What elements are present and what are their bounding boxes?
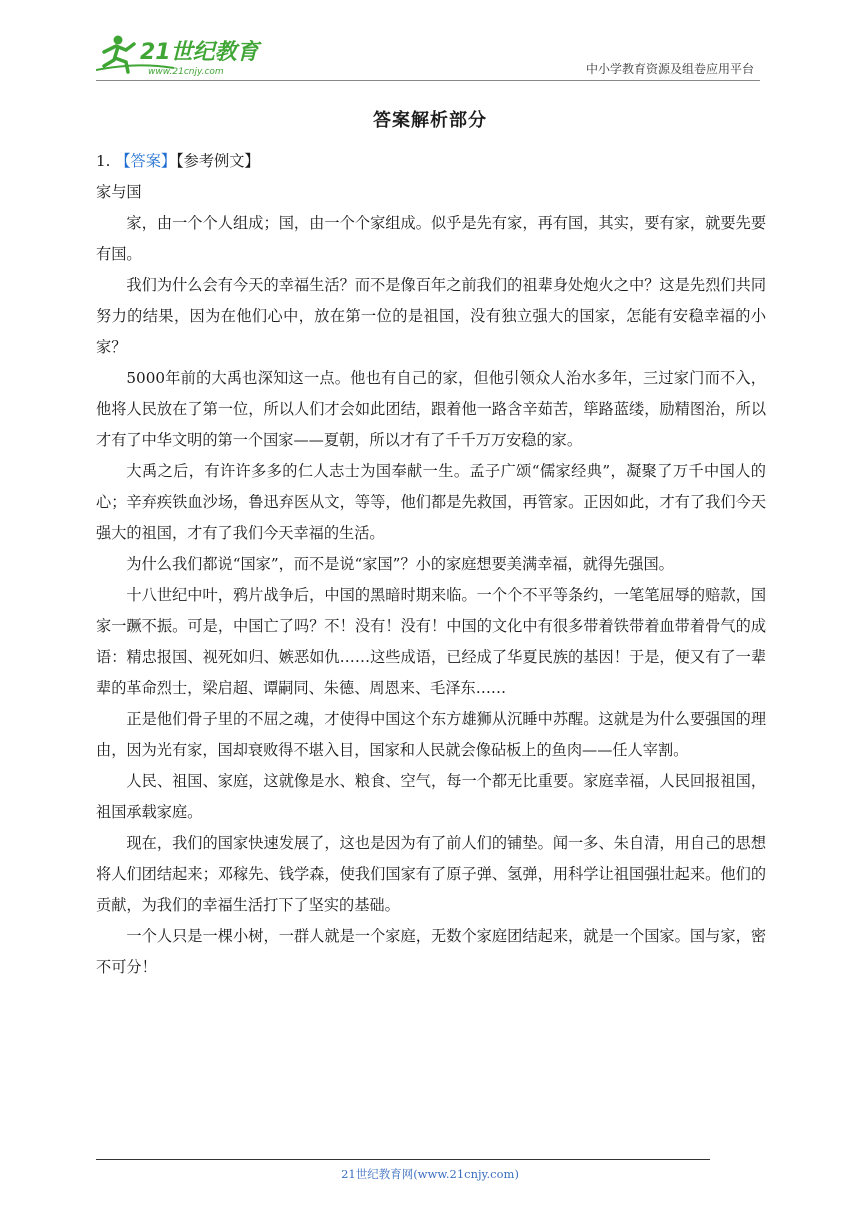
essay-paragraph: 5000年前的大禹也深知这一点。他也有自己的家，但他引领众人治水多年，三过家门而不入，他将人民放在了第一位，所以人们才会如此团结，跟着他一路含辛茹苦，筚路蓝缕，励精图治，所以才有了中华文明的第一个国家——夏朝，所以才有了千千万万安稳的家。	[96, 369, 766, 449]
svg-text:www.21cnjy.com: www.21cnjy.com	[148, 67, 224, 77]
essay-paragraph: 现在，我们的国家快速发展了，这也是因为有了前人们的铺垫。闻一多、朱自清，用自己的思想将人们团结起来；邓稼先、钱学森，使我们国家有了原子弹、氢弹，用科学让祖国强壮起来。他们的贡献，为我们的幸福生活打下了坚实的基础。	[96, 834, 766, 914]
essay-title: 家与国	[96, 183, 142, 201]
essay-paragraph: 家，由一个个人组成；国，由一个个家组成。似乎是先有家，再有国，其实，要有家，就要先要有国。	[96, 214, 766, 263]
page-title: 答案解析部分	[373, 110, 487, 131]
essay-paragraph: 正是他们骨子里的不屈之魂，才使得中国这个东方雄狮从沉睡中苏醒。这就是为什么要强国的理由，因为光有家，国却衰败得不堪入目，国家和人民就会像砧板上的鱼肉——任人宰割。	[96, 710, 766, 759]
answer-tag: 【答案】	[115, 152, 177, 170]
page-header	[96, 30, 760, 82]
svg-text:21世纪教育: 21世纪教育	[140, 40, 259, 65]
site-logo	[96, 32, 266, 78]
essay-paragraph: 人民、祖国、家庭，这就像是水、粮食、空气，每一个都无比重要。家庭幸福，人民回报祖国，祖国承载家庭。	[96, 772, 766, 821]
essay-paragraph: 大禹之后，有许许多多的仁人志士为国奉献一生。孟子广颂“儒家经典”，凝聚了万千中国人的心；辛弃疾铁血沙场，鲁迅弃医从文，等等，他们都是先救国，再管家。正因如此，才有了我们今天强大的祖国，才有了我们今天幸福的生活。	[96, 462, 766, 542]
question-number: 1.	[96, 152, 111, 170]
answer-label: 【参考例文】	[176, 152, 260, 170]
header-platform-text: 中小学教育资源及组卷应用平台	[585, 62, 754, 76]
footer-divider	[96, 1159, 710, 1160]
page-footer: 21世纪教育网(www.21cnjy.com)	[341, 1167, 519, 1181]
essay-paragraph: 一个人只是一棵小树，一群人就是一个家庭，无数个家庭团结起来，就是一个国家。国与家，密不可分！	[96, 927, 766, 976]
essay-paragraph: 为什么我们都说“国家”，而不是说“家国”？小的家庭想要美满幸福，就得先强国。	[126, 555, 674, 573]
header-divider	[96, 80, 760, 81]
essay-paragraph: 我们为什么会有今天的幸福生活？而不是像百年之前我们的祖辈身处炮火之中？这是先烈们共同努力的结果，因为在他们心中，放在第一位的是祖国，没有独立强大的国家，怎能有安稳幸福的小家？	[96, 276, 766, 356]
essay-paragraph: 十八世纪中叶，鸦片战争后，中国的黑暗时期来临。一个个不平等条约，一笔笔屈辱的赔款，国家一蹶不振。可是，中国亡了吗？不！没有！没有！中国的文化中有很多带着铁带着血带着骨气的成语：精忠报国、视死如归、嫉恶如仇……这些成语，已经成了华夏民族的基因！于是，便又有了一辈辈的革命烈士，梁启超、谭嗣同、朱德、周恩来、毛泽东……	[96, 586, 766, 697]
answer-body	[96, 146, 766, 983]
answer-line	[96, 146, 766, 177]
